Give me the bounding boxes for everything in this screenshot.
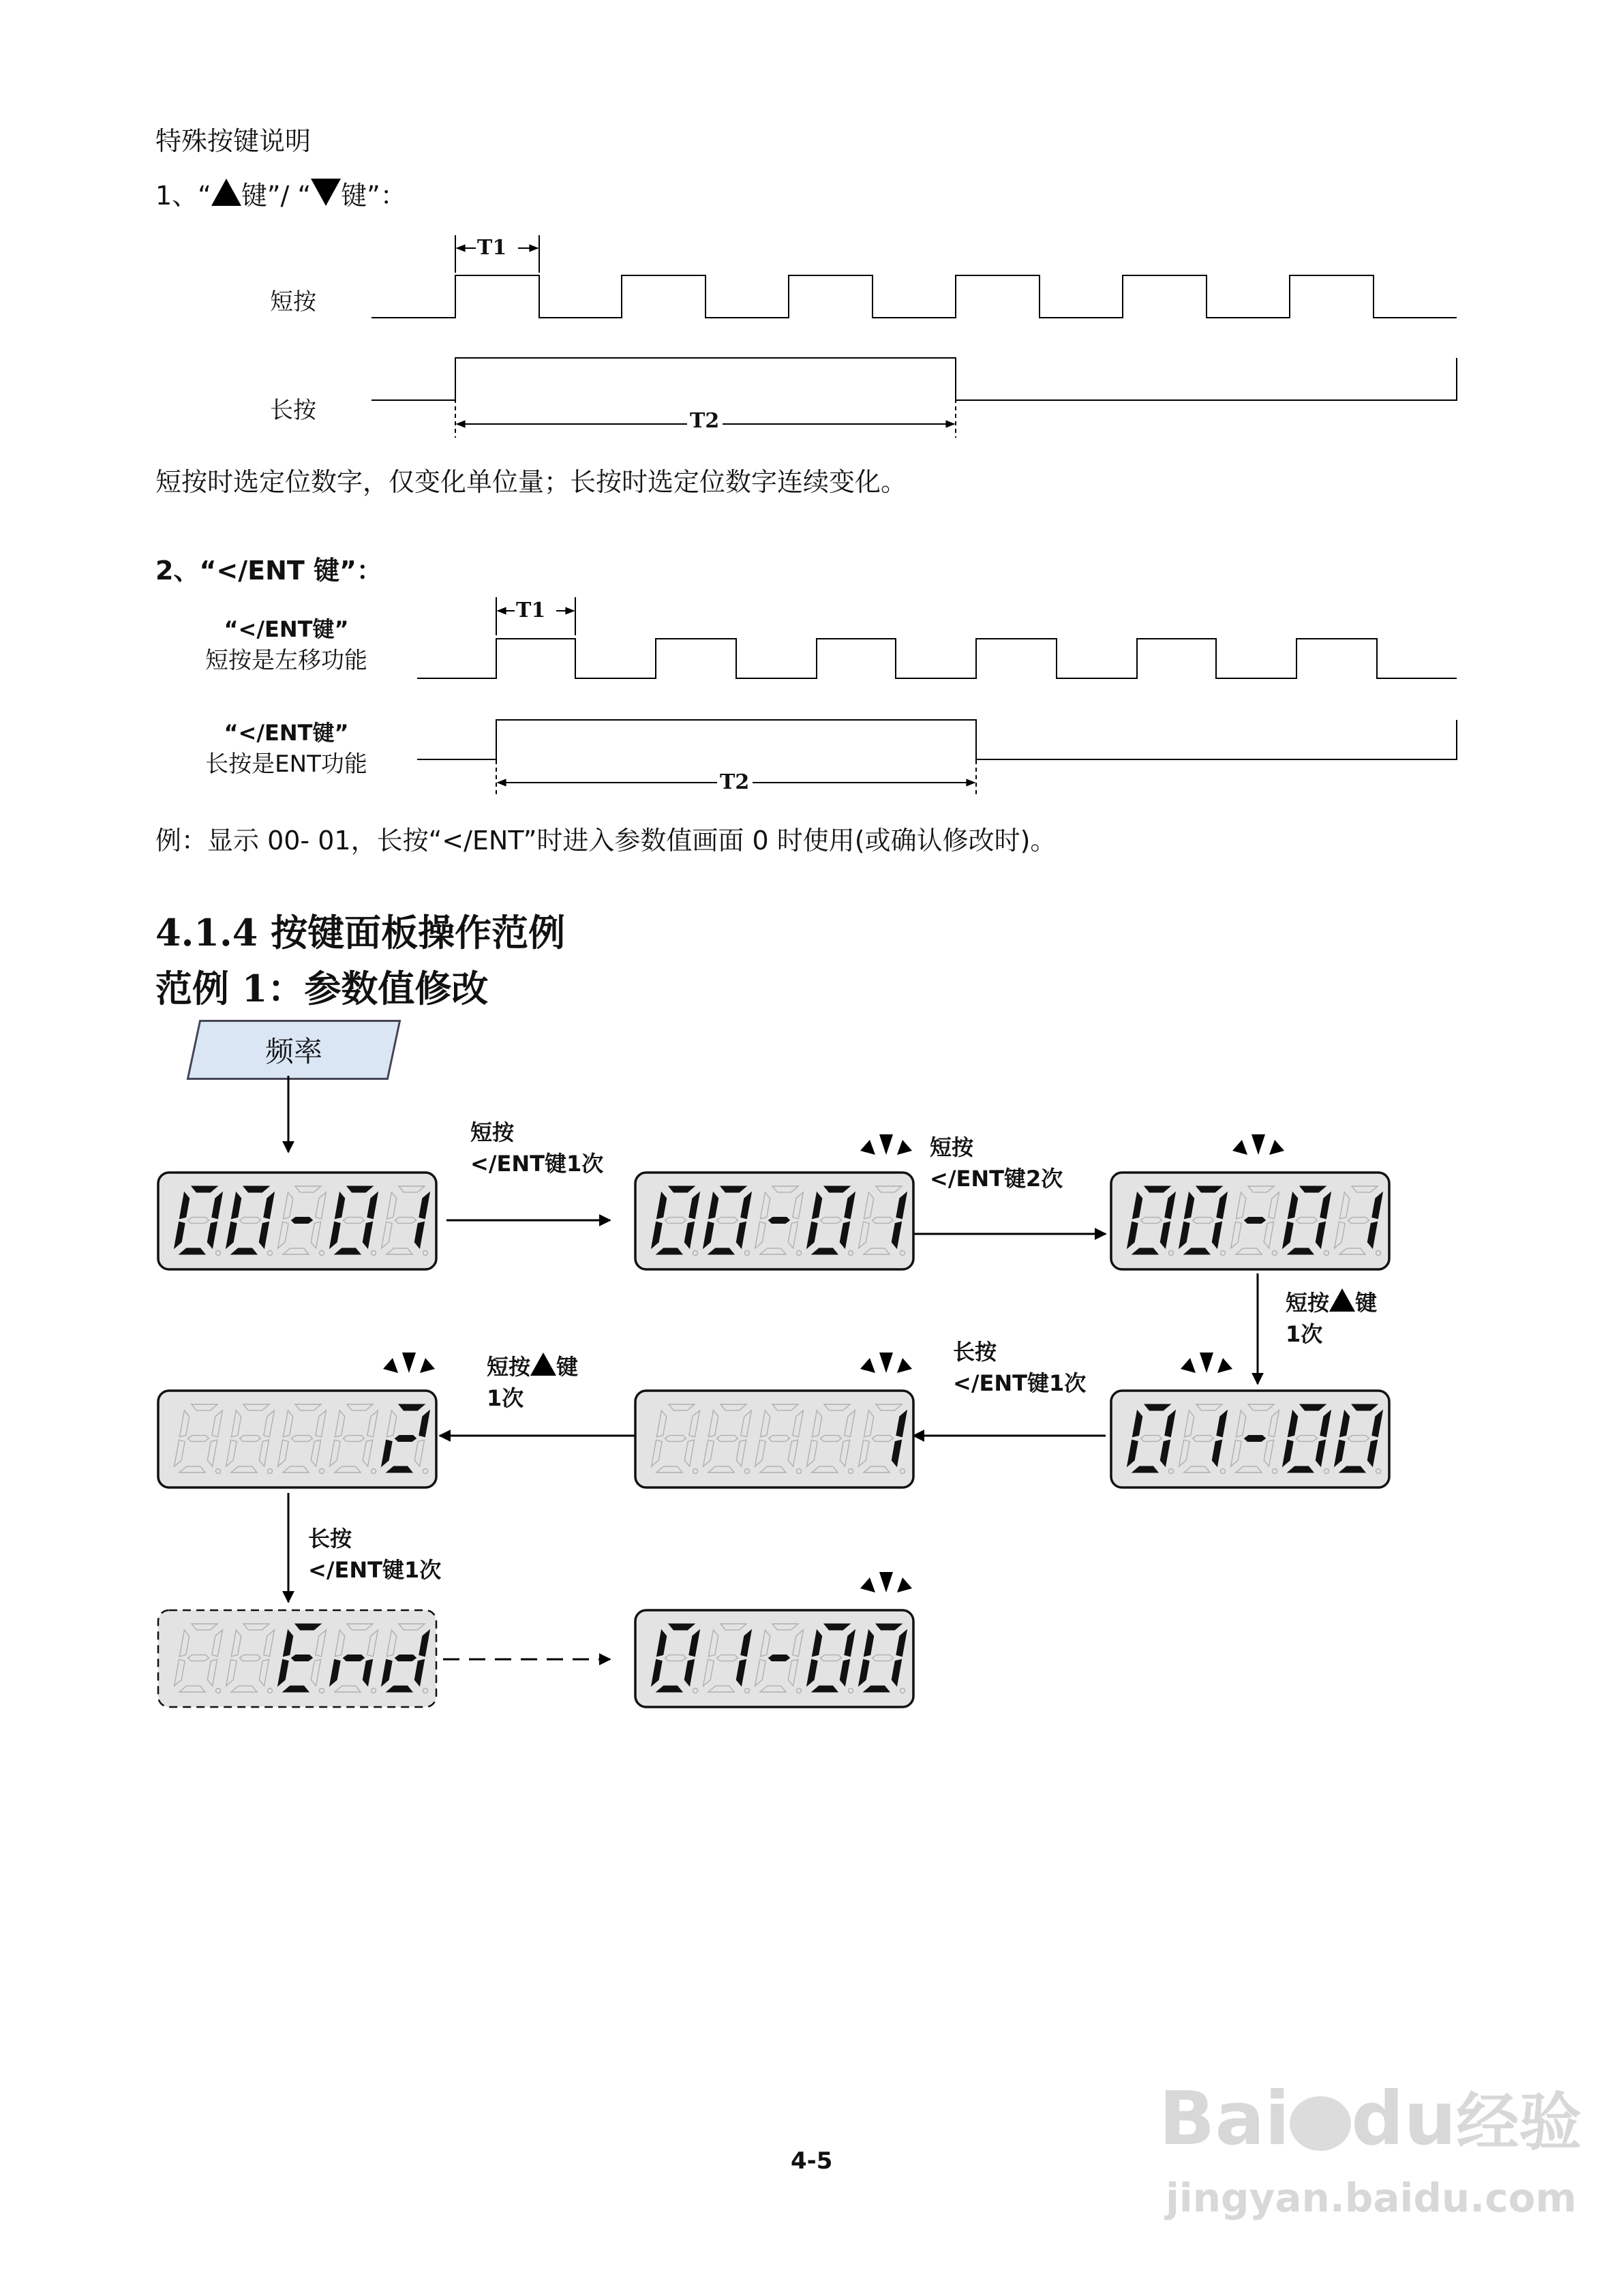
- timing2-t2-label: T2: [720, 770, 750, 794]
- blink-indicator-icon: [860, 1572, 912, 1592]
- key1-mid: 键”/ “: [241, 181, 312, 211]
- desc1: 短按时选定位数字，仅变化单位量；长按时选定位数字连续变化。: [155, 467, 907, 497]
- arrow1-line2: </ENT键1次: [470, 1151, 604, 1177]
- arrow4-line2: </ENT键1次: [953, 1370, 1087, 1396]
- arrow5-line2: 1次: [487, 1385, 524, 1411]
- timing1-t2-dimension: [455, 361, 956, 438]
- page-number: 4-5: [791, 2147, 833, 2175]
- timing2-short-line2: 短按是左移功能: [205, 647, 367, 674]
- heading: 4.1.4 按键面板操作范例: [155, 911, 566, 954]
- key2-title: 2、“</ENT 键”：: [155, 556, 383, 586]
- timing1-t1-label: T1: [477, 236, 507, 260]
- watermark-cn: 经验: [1456, 2086, 1582, 2159]
- key1-prefix: 1、“: [155, 181, 211, 211]
- lcd-display: [158, 1353, 436, 1487]
- blink-indicator-icon: [383, 1353, 435, 1373]
- arrow6-line2: </ENT键1次: [308, 1557, 442, 1583]
- arrow3-line1: 短按: [1286, 1290, 1330, 1316]
- lcd-display: [158, 1610, 436, 1707]
- arrow2-line2: </ENT键2次: [930, 1166, 1063, 1192]
- timing2-t2-dimension: [496, 723, 976, 796]
- blink-indicator-icon: [860, 1353, 912, 1373]
- blink-indicator-icon: [860, 1134, 912, 1155]
- watermark-url: jingyan.baidu.com: [1166, 2175, 1577, 2221]
- timing2-t1-label: T1: [516, 599, 546, 622]
- start-label: 频率: [264, 1035, 322, 1068]
- arrow6-line1: 长按: [308, 1526, 352, 1552]
- timing2-t1-dimension: [496, 597, 575, 635]
- watermark-brand: Bai: [1159, 2076, 1290, 2162]
- arrow5-line1: 短按: [487, 1354, 531, 1380]
- timing2-long-line1: “</ENT键”: [224, 720, 349, 746]
- timing1-t2-label: T2: [690, 409, 720, 433]
- lcd-display: [635, 1353, 913, 1487]
- timing1-short-waveform: [371, 275, 1457, 318]
- lcd-display: [1111, 1353, 1389, 1487]
- arrow3-line1b: 键: [1355, 1290, 1378, 1316]
- lcd-display: [158, 1173, 436, 1269]
- timing1-long-waveform: [371, 358, 1457, 400]
- timing2-short-line1: “</ENT键”: [224, 616, 349, 642]
- section-title: 特殊按键说明: [155, 126, 312, 156]
- lcd-display: [1111, 1134, 1389, 1269]
- arrow2-line1: 短按: [930, 1134, 974, 1160]
- key1-suffix: 键”：: [341, 181, 406, 211]
- arrow1-line1: 短按: [470, 1119, 515, 1145]
- lcd-display: [635, 1134, 913, 1269]
- example-note: 例：显示 00- 01，长按“</ENT”时进入参数值画面 0 时使用(或确认修改时)。: [155, 826, 1057, 856]
- timing1-short-label: 短按: [270, 288, 316, 316]
- lcd-display: [635, 1572, 913, 1707]
- subheading: 范例 1：参数值修改: [155, 967, 489, 1010]
- arrow3-line2: 1次: [1286, 1321, 1323, 1347]
- blink-indicator-icon: [1232, 1134, 1284, 1155]
- watermark-brand2: du: [1351, 2076, 1457, 2162]
- timing2-long-waveform: [417, 720, 1457, 759]
- timing2-long-line2: 长按是ENT功能: [205, 751, 367, 778]
- arrow5-line1b: 键: [556, 1354, 579, 1380]
- blink-indicator-icon: [1181, 1353, 1232, 1373]
- timing2-short-waveform: [417, 639, 1457, 678]
- timing1-long-label: 长按: [270, 397, 316, 424]
- arrow4-line1: 长按: [953, 1339, 997, 1365]
- timing1-t1-dimension: [455, 235, 539, 273]
